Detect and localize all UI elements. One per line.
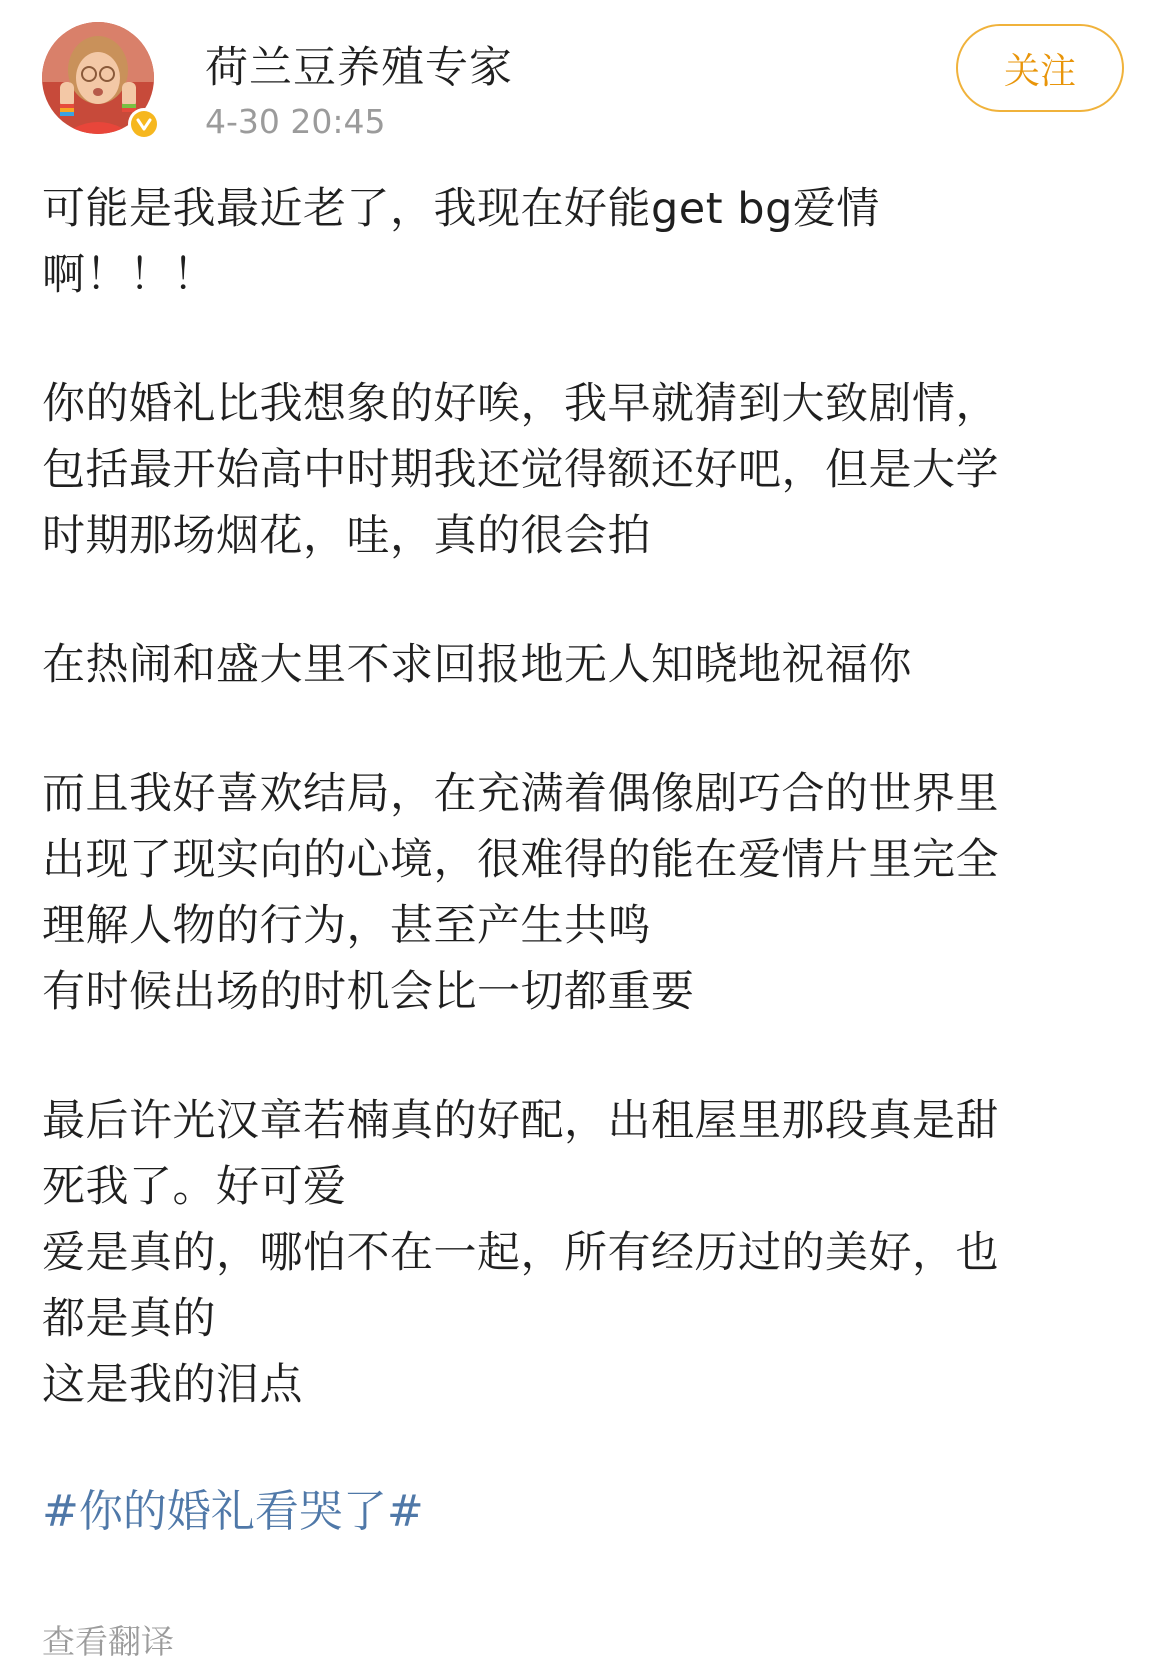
text-line: 最后许光汉章若楠真的好配，出租屋里那段真是甜 [42, 1096, 999, 1146]
text-line: 在热闹和盛大里不求回报地无人知晓地祝福你 [42, 640, 912, 690]
follow-button[interactable]: 关注 [956, 24, 1124, 112]
text-line: 你的婚礼比我想象的好唉，我早就猜到大致剧情， [42, 379, 999, 429]
username[interactable]: 荷兰豆养殖专家 [205, 43, 513, 93]
text-line: 包括最开始高中时期我还觉得额还好吧，但是大学 [42, 445, 999, 495]
avatar[interactable] [42, 22, 160, 140]
verified-v-icon [131, 111, 157, 137]
text-line: 这是我的泪点 [42, 1360, 303, 1410]
text-line: 死我了。好可爱 [42, 1162, 347, 1212]
text-line: 理解人物的行为，甚至产生共鸣 [42, 901, 651, 951]
view-translation-link[interactable]: 查看翻译 [42, 1622, 174, 1661]
text-line: 啊！！！ [42, 250, 216, 300]
text-line: 时期那场烟花，哇，真的很会拍 [42, 511, 651, 561]
hashtag-link[interactable]: #你的婚礼看哭了# [42, 1486, 424, 1537]
text-line: 爱是真的，哪怕不在一起，所有经历过的美好，也 [42, 1228, 999, 1278]
post-timestamp: 4-30 20:45 [205, 102, 386, 141]
paragraph [42, 761, 1132, 1025]
paragraph [42, 632, 1132, 698]
verified-badge [128, 108, 160, 140]
text-line: 可能是我最近老了，我现在好能get bg爱情 [42, 184, 880, 234]
text-line: 出现了现实向的心境，很难得的能在爱情片里完全 [42, 835, 999, 885]
text-line: 有时候出场的时机会比一切都重要 [42, 967, 695, 1017]
post-body [42, 176, 1132, 1418]
paragraph [42, 371, 1132, 569]
paragraph [42, 1088, 1132, 1418]
check-v-icon [136, 117, 152, 131]
text-line: 而且我好喜欢结局，在充满着偶像剧巧合的世界里 [42, 769, 999, 819]
post-header [0, 0, 1170, 150]
text-line: 都是真的 [42, 1294, 216, 1344]
paragraph [42, 176, 1132, 308]
